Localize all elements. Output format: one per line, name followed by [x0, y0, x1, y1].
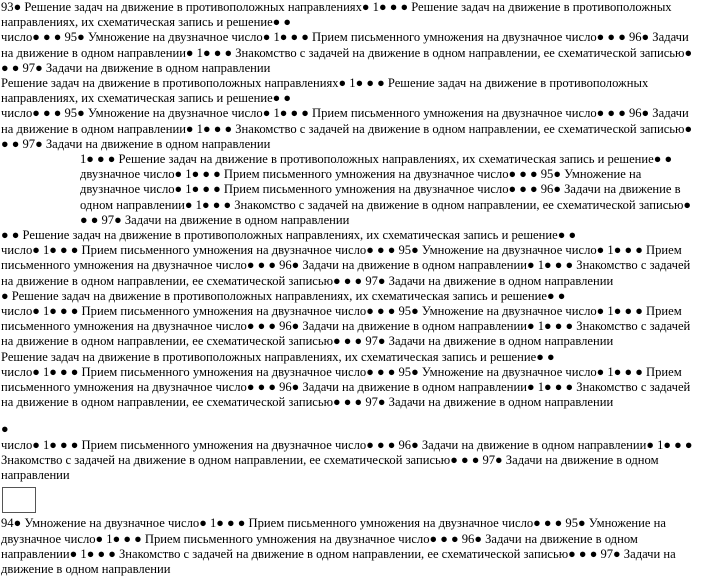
paragraph: 93● Решение задач на движение в противоположных направлениях● 1● ● ● Решение задач на движение в противоположных направлениях, их схематическая запись и решение● ●	[1, 0, 672, 30]
paragraph: 94● Умножение на двузначное число● 1● ● ● Прием письменного умножения на двузначное число● ● ● 95● Умножение на двузначное число● 1● ● ● Прием письменного умножения на двузначное число● ● ● 96● Задачи на движение в одном направлении● 1● ● ● Знакомство с задачей на движение в одном направлении, ее схематической записью● ● ● 97● Задачи на движение в одном направлении	[1, 516, 676, 576]
paragraph: число● 1● ● ● Прием письменного умножения на двузначное число● ● ● 96● Задачи на движение в одном направлении● 1● ● ● Знакомство с задачей на движение в одном направлении, ее схематической записью● ● ● 97● Задачи на движение в одном направлении	[1, 437, 693, 483]
paragraph: число● 1● ● ● Прием письменного умножения на двузначное число● ● ● 95● Умножение на двузначное число● 1● ● ● Прием письменного умножения на двузначное число● ● ● 96● Задачи на движение в одном направлении● 1● ● ● Знакомство с задачей на движение в одном направлении, ее схематической записью● ● ● 97● Задачи на движение в одном направлении	[1, 364, 691, 410]
paragraph: Решение задач на движение в противоположных направлениях, их схематическая запись и решение● ●	[1, 349, 555, 364]
paragraph: число● 1● ● ● Прием письменного умножения на двузначное число● ● ● 95● Умножение на двузначное число● 1● ● ● Прием письменного умножения на двузначное число● ● ● 96● Задачи на движение в одном направлении● 1● ● ● Знакомство с задачей на движение в одном направлении, ее схематической записью● ● ● 97● Задачи на движение в одном направлении	[1, 304, 691, 349]
empty-image-frame	[2, 487, 36, 513]
paragraph: Решение задач на движение в противоположных направлениях● 1● ● ● Решение задач на движение в противоположных направлениях, их схематическая запись и решение● ●	[1, 76, 649, 106]
paragraph: ● ● Решение задач на движение в противоположных направлениях, их схематическая запись и решение● ●	[1, 228, 577, 243]
bullet-line: ●	[1, 422, 9, 437]
spacer	[0, 410, 702, 422]
paragraph: ● Решение задач на движение в противоположных направлениях, их схематическая запись и решение● ●	[1, 288, 566, 303]
paragraph: число● ● ● 95● Умножение на двузначное число● 1● ● ● Прием письменного умножения на двузначное число● ● ● 96● Задачи на движение в одном направлении● 1● ● ● Знакомство с задачей на движение в одном направлении, ее схематической записью● ● ● 97● Задачи на движение в одном направлении	[1, 30, 693, 75]
paragraph: число● ● ● 95● Умножение на двузначное число● 1● ● ● Прием письменного умножения на двузначное число● ● ● 96● Задачи на движение в одном направлении● 1● ● ● Знакомство с задачей на движение в одном направлении, ее схематической записью● ● ● 97● Задачи на движение в одном направлении	[1, 106, 693, 151]
paragraph: число● 1● ● ● Прием письменного умножения на двузначное число● ● ● 95● Умножение на двузначное число● 1● ● ● Прием письменного умножения на двузначное число● ● ● 96● Задачи на движение в одном направлении● 1● ● ● Знакомство с задачей на движение в одном направлении, ее схематической записью● ● ● 97● Задачи на движение в одном направлении	[1, 243, 691, 288]
paragraph-indented: 1● ● ● Решение задач на движение в противоположных направлениях, их схематическая запись и решение● ● двузначное число● 1● ● ● Прием письменного умножения на двузначное число● ● ● 95● Умножение на двузначное число● 1● ● ● Прием письменного умножения на двузначное число● ● ● 96● Задачи на движение в одном направлении● 1● ● ● Знакомство с задачей на движение в одном направлении, ее схематической записью● ● ● 97● Задачи на движение в одном направлении	[80, 152, 692, 227]
